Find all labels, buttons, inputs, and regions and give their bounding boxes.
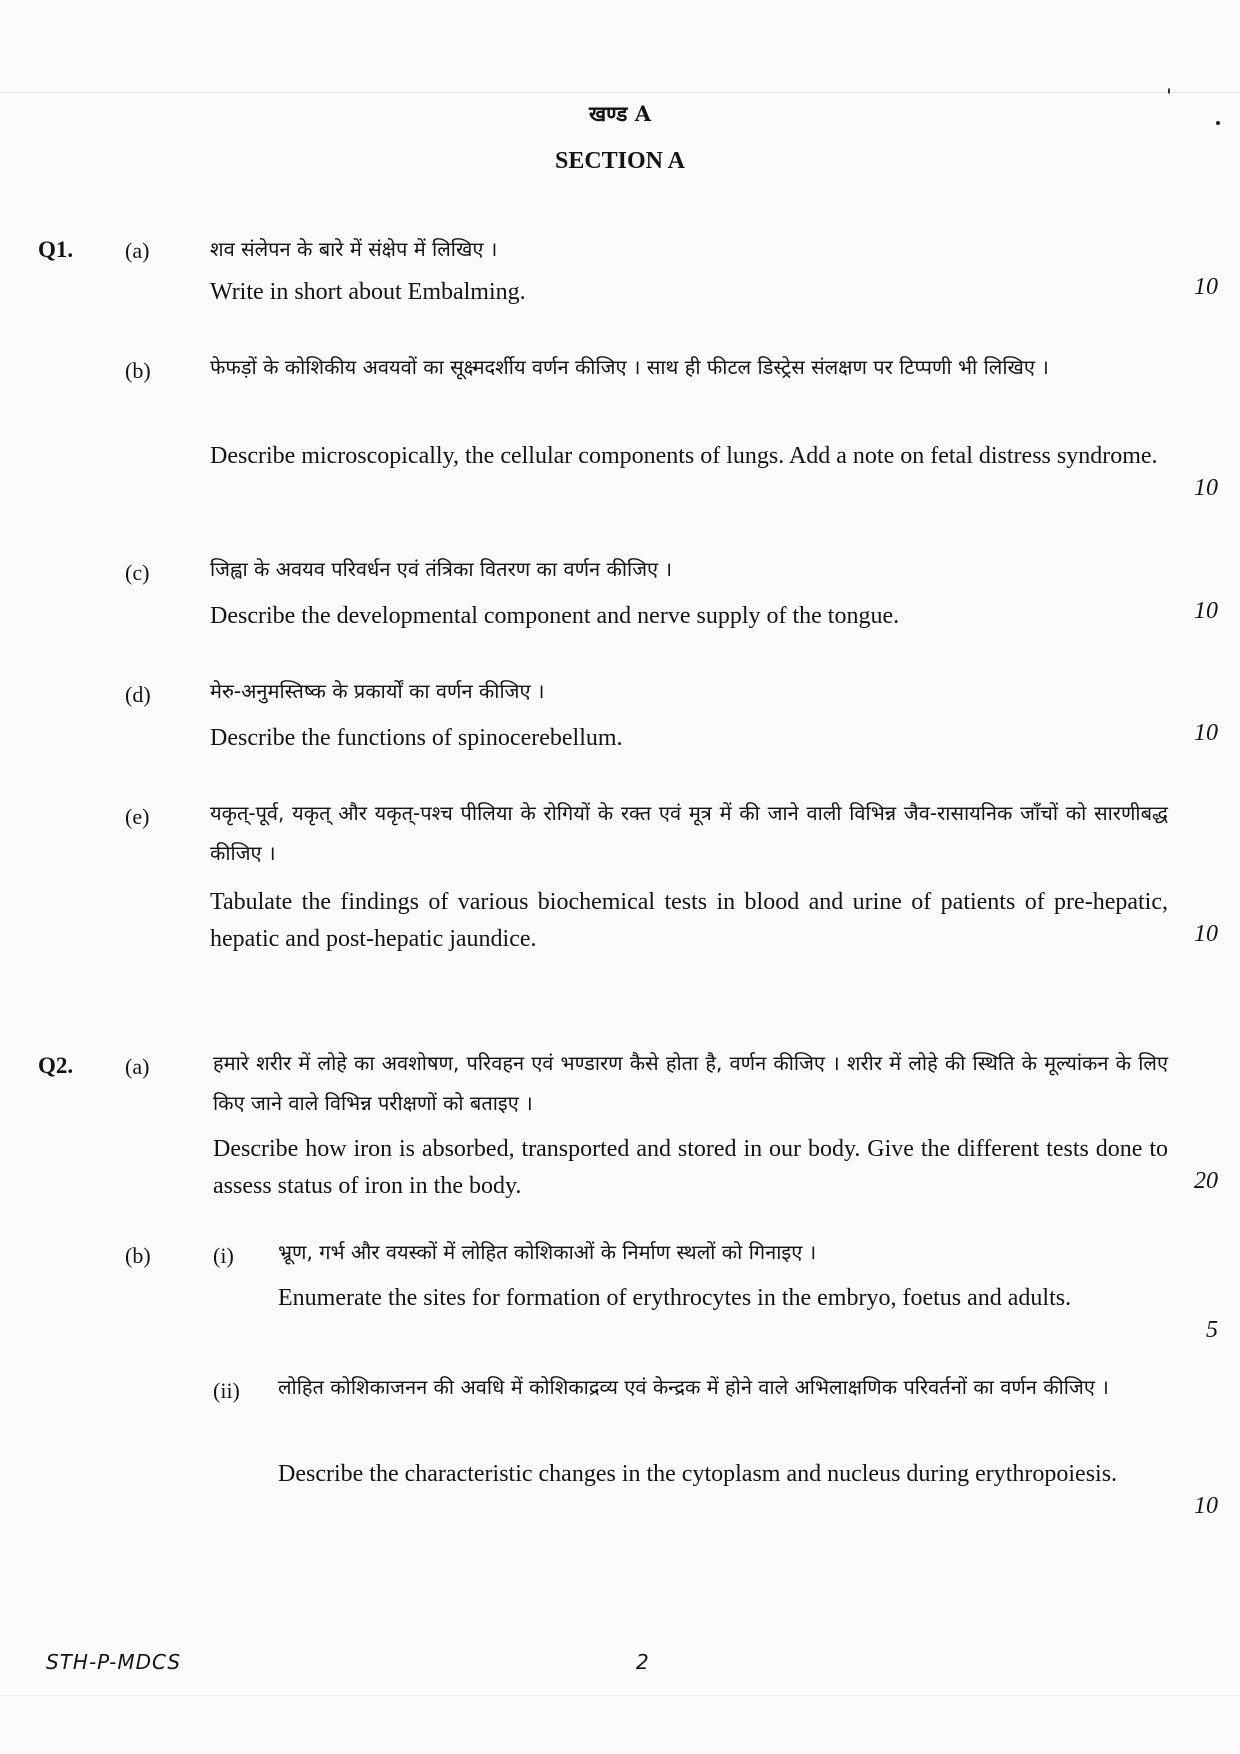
question-text-english: Enumerate the sites for formation of erythrocytes in the embryo, foetus and adults. (278, 1285, 1072, 1311)
part-label: (b) (125, 1243, 151, 1268)
scan-dot (1168, 88, 1170, 94)
subpart-label: (i) (213, 1243, 234, 1268)
page-number: 2 (636, 1650, 649, 1674)
marks: 20 (1194, 1168, 1218, 1194)
marks: 5 (1206, 1317, 1218, 1343)
marks: 10 (1194, 598, 1218, 624)
question-text-hindi: फेफड़ों के कोशिकीय अवयवों का सूक्ष्मदर्शीय वर्णन कीजिए । साथ ही फीटल डिस्ट्रेस संलक्षण पर टिप्पणी भी लिखिए । (210, 355, 1049, 379)
question-text-hindi: जिह्वा के अवयव परिवर्धन एवं तंत्रिका वितरण का वर्णन कीजिए । (210, 557, 673, 581)
scan-artifact-line (0, 1695, 1240, 1696)
part-label: (a) (125, 1054, 150, 1079)
marks: 10 (1194, 475, 1218, 501)
question-text-english: Describe how iron is absorbed, transported and stored in our body. Give the different tests done to assess status of iron in the body. (213, 1136, 1168, 1199)
question-number: Q1. (38, 237, 74, 262)
question-text-english: Describe the characteristic changes in the cytoplasm and nucleus during erythropoiesis. (278, 1461, 1118, 1487)
scan-artifact-line (0, 92, 1240, 93)
marks: 10 (1194, 1493, 1218, 1519)
question-text-hindi: भ्रूण, गर्भ और वयस्कों में लोहित कोशिकाओं के निर्माण स्थलों को गिनाइए । (278, 1240, 817, 1264)
question-text-english: Tabulate the findings of various biochemical tests in blood and urine of patients of pre-hepatic, hepatic and post-hepatic jaundice. (210, 889, 1168, 952)
question-text-hindi: शव संलेपन के बारे में संक्षेप में लिखिए । (210, 237, 498, 261)
marks: 10 (1194, 720, 1218, 746)
question-text-english: Describe microscopically, the cellular components of lungs. Add a note on fetal distress syndrome. (210, 443, 1158, 469)
question-text-hindi: मेरु-अनुमस्तिष्क के प्रकार्यों का वर्णन कीजिए । (210, 679, 545, 703)
question-text-hindi: लोहित कोशिकाजनन की अवधि में कोशिकाद्रव्य एवं केन्द्रक में होने वाले अभिलाक्षणिक परिवर्तनों का वर्णन कीजिए । (278, 1375, 1109, 1399)
part-label: (c) (125, 560, 150, 585)
part-label: (d) (125, 682, 151, 707)
question-text-english: Describe the functions of spinocerebellum. (210, 725, 623, 751)
part-label: (b) (125, 358, 151, 383)
marks: 10 (1194, 921, 1218, 947)
question-text-hindi: हमारे शरीर में लोहे का अवशोषण, परिवहन एवं भण्डारण कैसे होता है, वर्णन कीजिए । शरीर में लोहे की स्थिति के मूल्यांकन के लिए किए जाने वाले विभिन्न परीक्षणों को बताइए । (213, 1051, 1168, 1115)
section-heading-english: SECTION A (554, 148, 686, 174)
question-text-english: Describe the developmental component and nerve supply of the tongue. (210, 603, 900, 629)
question-text-english: Write in short about Embalming. (210, 279, 526, 305)
question-number: Q2. (38, 1053, 74, 1078)
section-heading-hindi: खण्ड A (589, 101, 651, 126)
question-text-hindi: यकृत्-पूर्व, यकृत् और यकृत्-पश्च पीलिया के रोगियों के रक्त एवं मूत्र में की जाने वाली विभिन्न जैव-रासायनिक जाँचों को सारणीबद्ध कीजिए । (210, 801, 1168, 865)
part-label: (e) (125, 804, 150, 829)
subpart-label: (ii) (213, 1378, 240, 1403)
part-label: (a) (125, 238, 150, 263)
marks: 10 (1194, 274, 1218, 300)
paper-code: STH-P-MDCS (46, 1650, 182, 1674)
